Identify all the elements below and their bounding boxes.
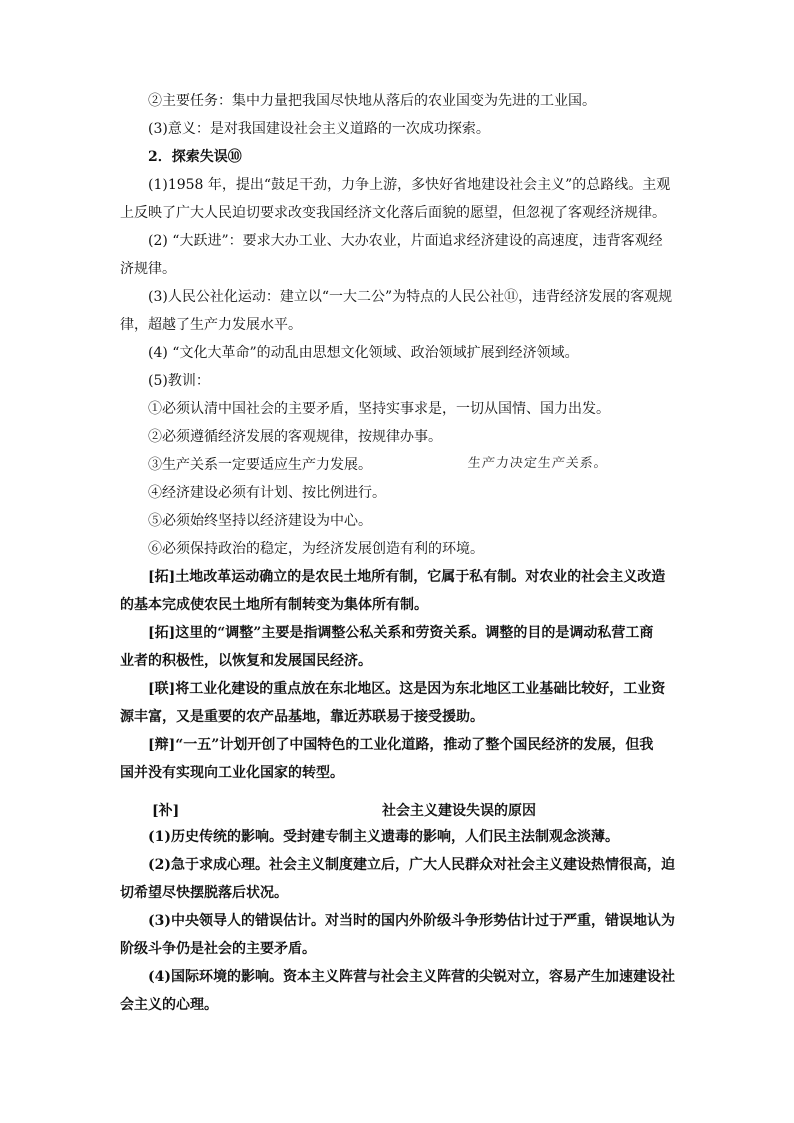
text-line: (2) “大跃进”：要求大办工业、大办农业，片面追求经济建设的高速度，违背客观经	[148, 233, 663, 249]
note-line: 切希望尽快摆脱落后状况。	[120, 885, 288, 901]
note-line: [拓]这里的“调整”主要是指调整公私关系和劳资关系。调整的目的是调动私营工商	[148, 625, 654, 641]
section-heading: 2．探索失误⑩	[148, 149, 242, 165]
note-line: [辩]“一五”计划开创了中国特色的工业化道路，推动了整个国民经济的发展，但我	[148, 737, 654, 753]
text-line: ①必须认清中国社会的主要矛盾，坚持实事求是，一切从国情、国力出发。	[148, 401, 610, 417]
note-line: 会主义的心理。	[120, 997, 218, 1013]
note-line: (4)国际环境的影响。资本主义阵营与社会主义阵营的尖锐对立，容易产生加速建设社	[148, 969, 675, 985]
text-line: ④经济建设必须有计划、按比例进行。	[148, 485, 386, 501]
note-line: (1)历史传统的影响。受封建专制主义遗毒的影响，人们民主法制观念淡薄。	[148, 829, 619, 845]
text-line: ⑥必须保持政治的稳定，为经济发展创造有利的环境。	[148, 541, 484, 557]
note-line: 源丰富，又是重要的农产品基地，靠近苏联易于接受援助。	[120, 709, 484, 725]
text-line: (1)1958 年，提出“鼓足干劲，力争上游，多快好省地建设社会主义”的总路线。主观	[148, 177, 671, 193]
text-line: (3)人民公社化运动：建立以“一大二公”为特点的人民公社⑪，违背经济发展的客观规	[148, 289, 673, 305]
text-line: 济规律。	[120, 261, 176, 277]
supplement-title: 社会主义建设失误的原因	[382, 803, 536, 819]
note-line: 国并没有实现向工业化国家的转型。	[120, 765, 344, 781]
note-line: [拓]土地改革运动确立的是农民土地所有制，它属于私有制。对农业的社会主义改造	[148, 569, 666, 585]
text-line: (5)教训：	[148, 373, 210, 389]
supplement-tag: [补]	[152, 803, 180, 819]
text-line: ③生产关系一定要适应生产力发展。	[148, 457, 372, 473]
text-line: ⑤必须始终坚持以经济建设为中心。	[148, 513, 372, 529]
note-line: 阶级斗争仍是社会的主要矛盾。	[120, 941, 316, 957]
text-line: (4) “文化大革命”的动乱由思想文化领域、政治领域扩展到经济领域。	[148, 345, 579, 361]
text-line: ②主要任务：集中力量把我国尽快地从落后的农业国变为先进的工业国。	[148, 93, 596, 109]
text-line: ②必须遵循经济发展的客观规律，按规律办事。	[148, 429, 442, 445]
text-line: (3)意义：是对我国建设社会主义道路的一次成功探索。	[148, 121, 490, 137]
text-line: 律，超越了生产力发展水平。	[120, 317, 302, 333]
note-line: (3)中央领导人的错误估计。对当时的国内外阶级斗争形势估计过于严重，错误地认为	[148, 913, 675, 929]
note-line: (2)急于求成心理。社会主义制度建立后，广大人民群众对社会主义建设热情很高，迫	[148, 857, 675, 873]
note-line: 的基本完成使农民土地所有制转变为集体所有制。	[120, 597, 428, 613]
note-line: 业者的积极性，以恢复和发展国民经济。	[120, 653, 372, 669]
note-line: [联]将工业化建设的重点放在东北地区。这是因为东北地区工业基础比较好，工业资	[148, 681, 666, 697]
text-line: 上反映了广大人民迫切要求改变我国经济文化落后面貌的愿望，但忽视了客观经济规律。	[120, 205, 666, 221]
handwritten-note: 生产力决定生产关系。	[467, 456, 609, 471]
